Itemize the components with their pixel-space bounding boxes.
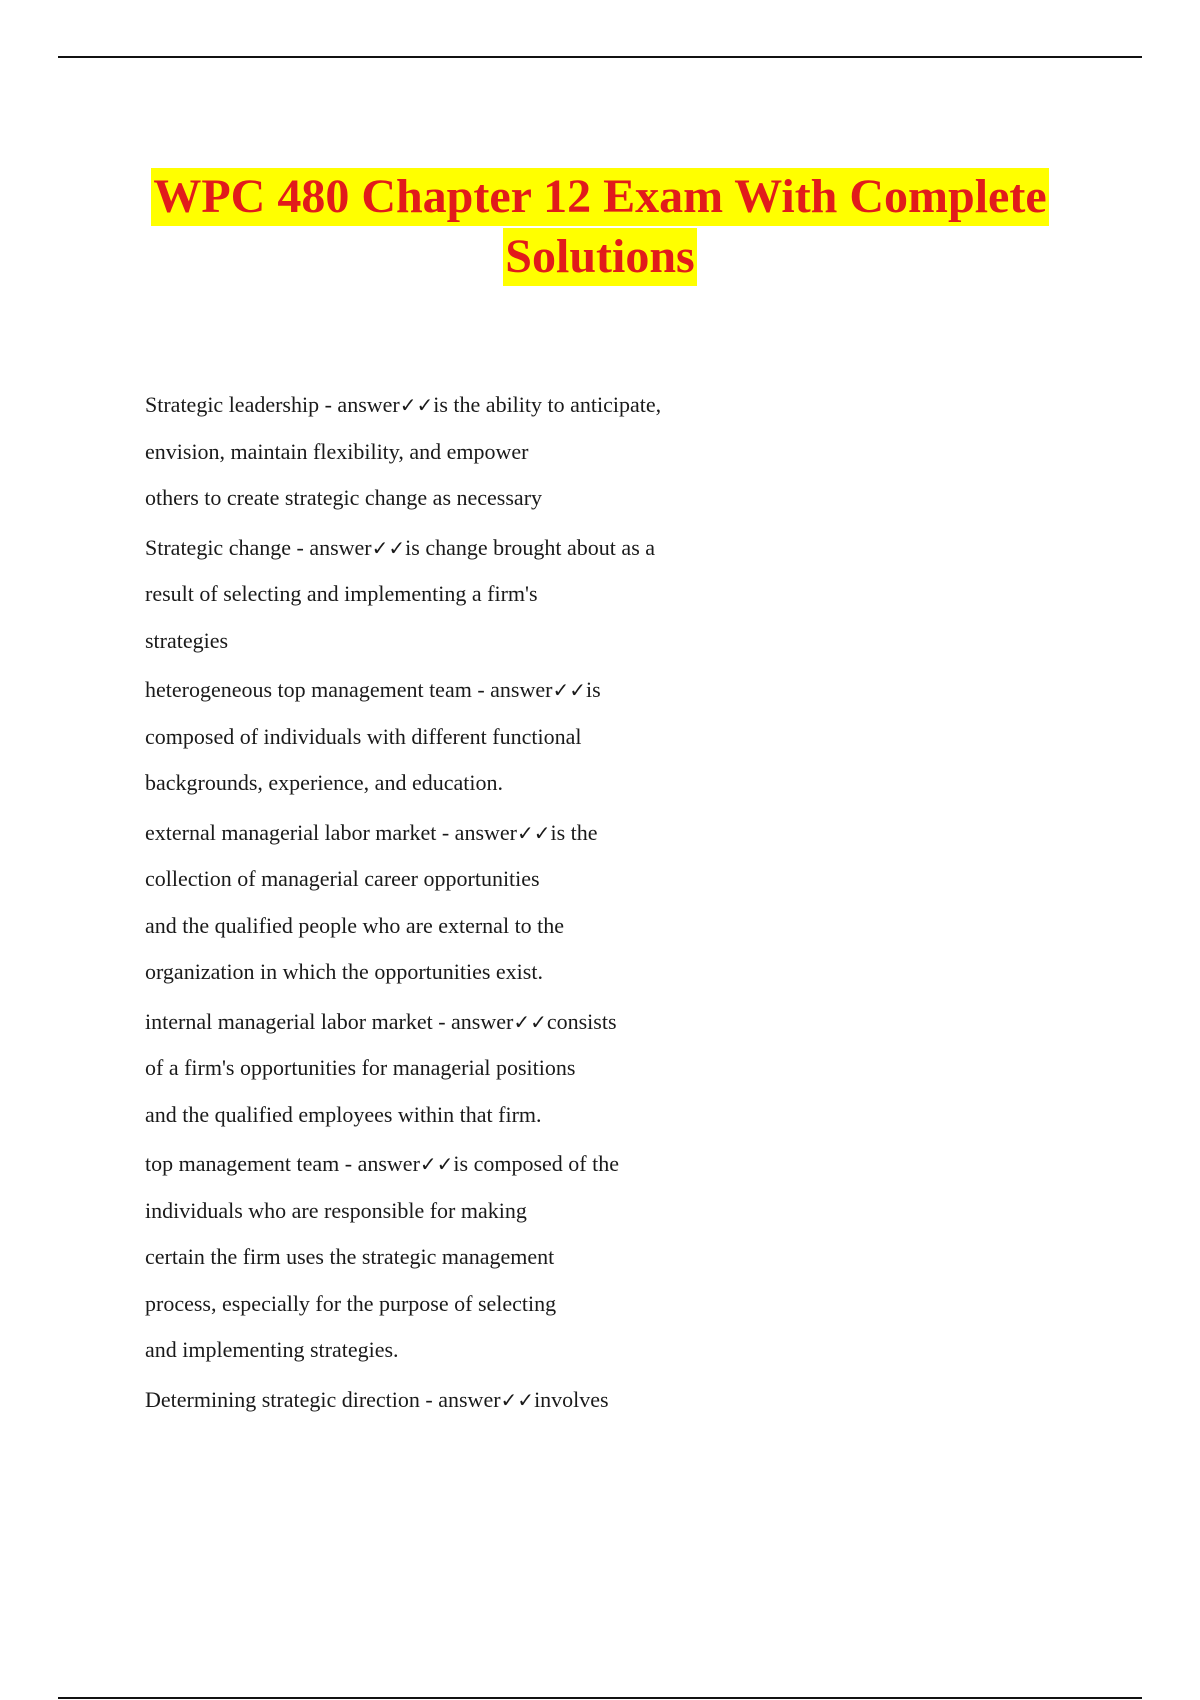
entry-line xyxy=(145,525,945,572)
entry-line xyxy=(145,667,945,714)
entry-definition: consists xyxy=(546,1008,617,1034)
entry-line: certain the firm uses the strategic management xyxy=(145,1244,555,1269)
entry-definition: is composed of the xyxy=(453,1151,620,1176)
check-icon: ✓✓ xyxy=(516,820,551,845)
entry-term: Strategic change - answer xyxy=(145,534,372,560)
check-icon: ✓✓ xyxy=(371,535,406,560)
entry-line: others to create strategic change as necessary xyxy=(145,485,543,510)
document-title xyxy=(0,168,1200,288)
check-icon: ✓✓ xyxy=(500,1387,535,1412)
check-icon: ✓✓ xyxy=(419,1152,454,1176)
entry-line: and the qualified people who are external to the xyxy=(145,912,565,938)
entry-line: organization in which the opportunities exist. xyxy=(145,959,543,984)
entry-line: composed of individuals with different functional xyxy=(145,723,582,749)
entry-term: top management team - answer xyxy=(145,1151,420,1176)
top-rule xyxy=(58,56,1142,58)
entry-line: result of selecting and implementing a firm's xyxy=(145,581,538,606)
entry-line xyxy=(145,382,945,429)
title-line-1: WPC 480 Chapter 12 Exam With Complete xyxy=(0,168,1200,228)
entry-definition: is the xyxy=(550,819,598,845)
entry-line: envision, maintain flexibility, and empower xyxy=(145,438,529,464)
entry-definition: is the ability to anticipate, xyxy=(433,392,662,417)
entry-definition: involves xyxy=(534,1386,609,1412)
entry-line: collection of managerial career opportunities xyxy=(145,866,540,891)
entry-line: of a firm's opportunities for managerial positions xyxy=(145,1055,576,1080)
entry-line xyxy=(145,1377,945,1424)
check-icon: ✓✓ xyxy=(399,393,434,417)
entry-line: strategies xyxy=(145,627,229,653)
entry-term: Strategic leadership - answer xyxy=(145,392,400,417)
entry-line: backgrounds, experience, and education. xyxy=(145,770,503,795)
entry-term: external managerial labor market - answer xyxy=(145,819,517,845)
entry-definition: is xyxy=(585,677,601,702)
entry-line xyxy=(145,810,945,857)
entry-term: heterogeneous top management team - answer xyxy=(145,677,553,702)
qa-entry xyxy=(145,810,945,996)
entry-term: internal managerial labor market - answer xyxy=(145,1008,514,1034)
qa-entry xyxy=(145,1377,945,1424)
qa-entry xyxy=(145,382,945,522)
title-line-2: Solutions xyxy=(0,228,1200,288)
entry-line: process, especially for the purpose of selecting xyxy=(145,1290,557,1316)
entry-line xyxy=(145,999,945,1046)
entry-line: individuals who are responsible for making xyxy=(145,1197,527,1223)
qa-entry xyxy=(145,525,945,665)
bottom-rule xyxy=(58,1697,1142,1699)
qa-entry xyxy=(145,999,945,1139)
entry-line: and implementing strategies. xyxy=(145,1337,399,1362)
entry-line xyxy=(145,1141,945,1188)
entry-term: Determining strategic direction - answer xyxy=(145,1386,501,1412)
check-icon: ✓✓ xyxy=(552,678,586,702)
qa-list xyxy=(145,382,945,1426)
entry-definition: is change brought about as a xyxy=(405,534,656,560)
check-icon: ✓✓ xyxy=(513,1009,547,1034)
entry-line: and the qualified employees within that firm. xyxy=(145,1101,542,1127)
qa-entry xyxy=(145,667,945,807)
qa-entry xyxy=(145,1141,945,1374)
